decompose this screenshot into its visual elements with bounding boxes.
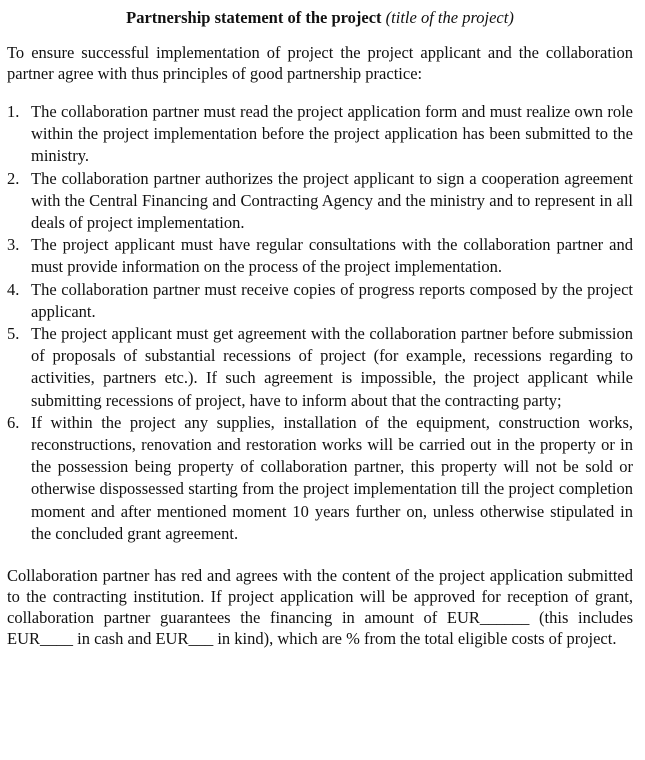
principle-item <box>7 279 633 323</box>
principle-number: 4. <box>7 279 20 299</box>
principle-text: The collaboration partner must receive copies of progress reports composed by the project applicant. <box>31 279 633 321</box>
closing-paragraph: Collaboration partner has red and agrees with the content of the project application submitted to the contracting institution. If project application will be approved for reception of grant, collaboration partner guarantees the financing in amount of EUR______ (this includes EUR____ in cash and EUR___ in kind), which are % from the total eligible costs of project. <box>7 566 633 649</box>
principle-text: The project applicant must have regular consultations with the collaboration partner and must provide information on the process of the project implementation. <box>31 235 633 277</box>
principle-item <box>7 101 633 168</box>
document-title <box>7 8 633 28</box>
title-main: Partnership statement of the project <box>126 8 382 27</box>
principle-text: The collaboration partner must read the project application form and must realize own role within the project implementation before the project application has been submitted to the ministry. <box>31 102 633 166</box>
principle-item <box>7 412 633 545</box>
principle-text: The collaboration partner authorizes the project applicant to sign a cooperation agreement with the Central Financing and Contracting Agency and the ministry and to represent in all deals of project implementation. <box>31 168 633 233</box>
principle-item <box>7 234 633 278</box>
principle-item <box>7 323 633 412</box>
principle-number: 2. <box>7 168 20 188</box>
principle-number: 1. <box>7 102 20 121</box>
title-note: (title of the project) <box>385 8 514 27</box>
principle-text: The project applicant must get agreement with the collaboration partner before submission of proposals of substantial recessions of project (for example, recessions regarding to activities, partners etc.). If such agreement is impossible, the project applicant while submitting recessions of project, have to inform about that the contracting party; <box>31 324 633 410</box>
principle-item <box>7 168 633 235</box>
intro-paragraph: To ensure successful implementation of project the project applicant and the collaboration partner agree with thus principles of good partnership practice: <box>7 43 633 83</box>
principle-number: 3. <box>7 235 20 255</box>
principle-number: 5. <box>7 324 20 344</box>
principle-text: If within the project any supplies, installation of the equipment, construction works, reconstructions, renovation and restoration works will be carried out in the property or in the possession being property of collaboration partner, this property will not be sold or otherwise dispossessed starting from the project implementation till the project completion moment and after mentioned moment 10 years further on, unless otherwise stipulated in the concluded grant agreement. <box>31 412 633 543</box>
principles-list <box>7 101 633 545</box>
principle-number: 6. <box>7 412 20 432</box>
